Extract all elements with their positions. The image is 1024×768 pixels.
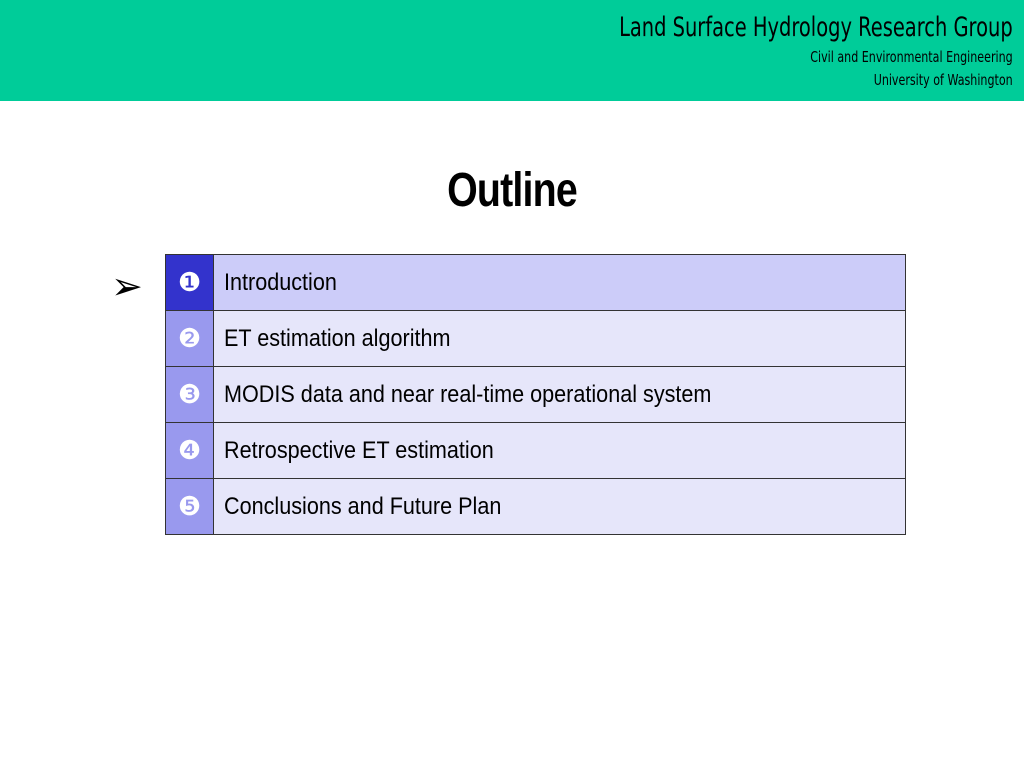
- outline-row-introduction[interactable]: [166, 255, 906, 311]
- banner-text: [466, 10, 1013, 92]
- outline-row-et-algorithm[interactable]: [166, 311, 906, 367]
- outline-number-5: ❺: [166, 479, 214, 535]
- outline-label-cell: [214, 479, 906, 535]
- outline-number-4: ❹: [166, 423, 214, 479]
- outline-number-3: ❸: [166, 367, 214, 423]
- outline-number-1: ❶: [166, 255, 214, 311]
- outline-table: [165, 254, 906, 535]
- outline-row-conclusions[interactable]: [166, 479, 906, 535]
- outline-row-retrospective-et[interactable]: [166, 423, 906, 479]
- outline-label: MODIS data and near real-time operational system: [224, 380, 712, 408]
- outline-label: ET estimation algorithm: [224, 324, 451, 352]
- outline-label: Introduction: [224, 268, 337, 296]
- header-banner: [0, 0, 1024, 101]
- outline-label-cell: [214, 255, 906, 311]
- outline-label: Conclusions and Future Plan: [224, 492, 502, 520]
- current-item-arrow-icon: ➢: [111, 264, 143, 308]
- outline-row-modis-data[interactable]: [166, 367, 906, 423]
- slide-title: Outline: [447, 164, 577, 217]
- outline-number-2: ❷: [166, 311, 214, 367]
- department-name: Civil and Environmental Engineering: [810, 48, 1013, 66]
- outline-label: Retrospective ET estimation: [224, 436, 494, 464]
- outline-label-cell: [214, 423, 906, 479]
- outline-label-cell: [214, 367, 906, 423]
- university-name: University of Washington: [874, 71, 1013, 89]
- group-name: Land Surface Hydrology Research Group: [619, 12, 1013, 43]
- outline-label-cell: [214, 311, 906, 367]
